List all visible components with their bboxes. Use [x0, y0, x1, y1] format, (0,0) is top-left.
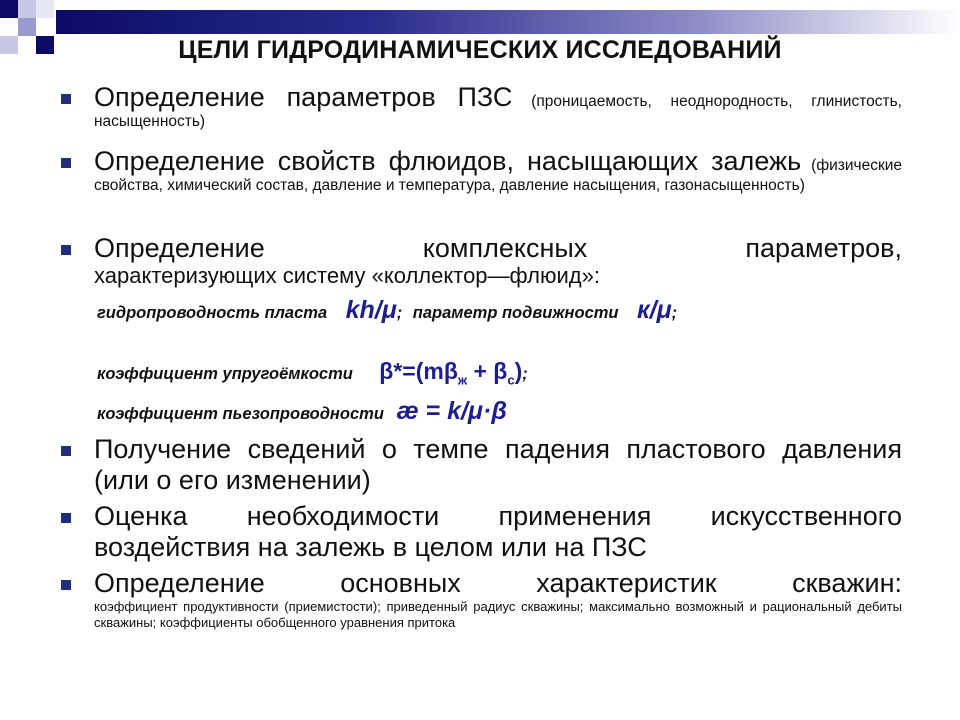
bullet-main: Оценка необходимости применения искусственного воздействия на залежь в целом или на ПЗС [94, 501, 902, 562]
formula-label: коэффициент упругоёмкости [97, 365, 353, 383]
slide-title: ЦЕЛИ ГИДРОДИНАМИЧЕСКИХ ИССЛЕДОВАНИЙ [178, 36, 782, 64]
formula-mobility: к/μ [636, 296, 672, 324]
bullet-item-6 [94, 568, 902, 631]
bullet-item-4 [94, 434, 902, 496]
bullet-item-2 [94, 146, 902, 195]
bullet-marker [61, 446, 71, 456]
formula-line-2: коэффициент упругоёмкости $\beta*=(m\beta_ж + \beta_с)$; [97, 358, 528, 388]
bullet-marker [61, 513, 71, 523]
bullet-main: Определение основных характеристик скважин: [94, 568, 902, 598]
bullet-item-1 [94, 82, 902, 131]
formula-label: коэффициент пьезопроводности [97, 405, 384, 423]
formula-label: параметр подвижности [412, 304, 619, 322]
bullet-sub: характеризующих систему «коллектор—флюид»: [94, 263, 600, 288]
bullet-marker [61, 245, 71, 255]
bullet-item-5 [94, 501, 902, 563]
bullet-item-3 [94, 233, 902, 288]
bullet-marker [61, 580, 71, 590]
bullet-marker [61, 94, 71, 104]
bullet-detail: (проницаемость, неоднородность, глинистость, насыщенность) [94, 93, 902, 130]
formula-piezoconductivity: æ = k/μ·β [396, 397, 507, 425]
bullet-main: Определение свойств флюидов, насыщающих залежь [94, 146, 802, 176]
formula-elastic-capacity: $\beta*=(m\beta_ж + \beta_с)$ [379, 358, 523, 388]
formula-hydroconductivity: kh/μ [345, 296, 397, 324]
formula-line-3 [97, 397, 507, 426]
bullet-detail: (физические свойства, химический состав, давление и температура, давление насыщения, газонасыщенность) [94, 157, 902, 194]
bullet-detail: коэффициент продуктивности (приемистости); приведенный радиус скважины; максимально возможный и рациональный дебиты скважины; коэффициенты обобщенного уравнения притока [94, 599, 902, 630]
formula-line-1: гидропроводность пласта kh/μ; параметр подвижности к/μ; [97, 296, 678, 324]
bullet-main: Определение параметров ПЗС [94, 82, 513, 112]
bullet-marker [61, 158, 71, 168]
formula-label: гидропроводность пласта [97, 304, 328, 322]
header-bar [56, 10, 960, 34]
bullet-main: Получение сведений о темпе падения пластового давления (или о его изменении) [94, 434, 902, 495]
bullet-main: Определение комплексных параметров, [94, 233, 902, 263]
